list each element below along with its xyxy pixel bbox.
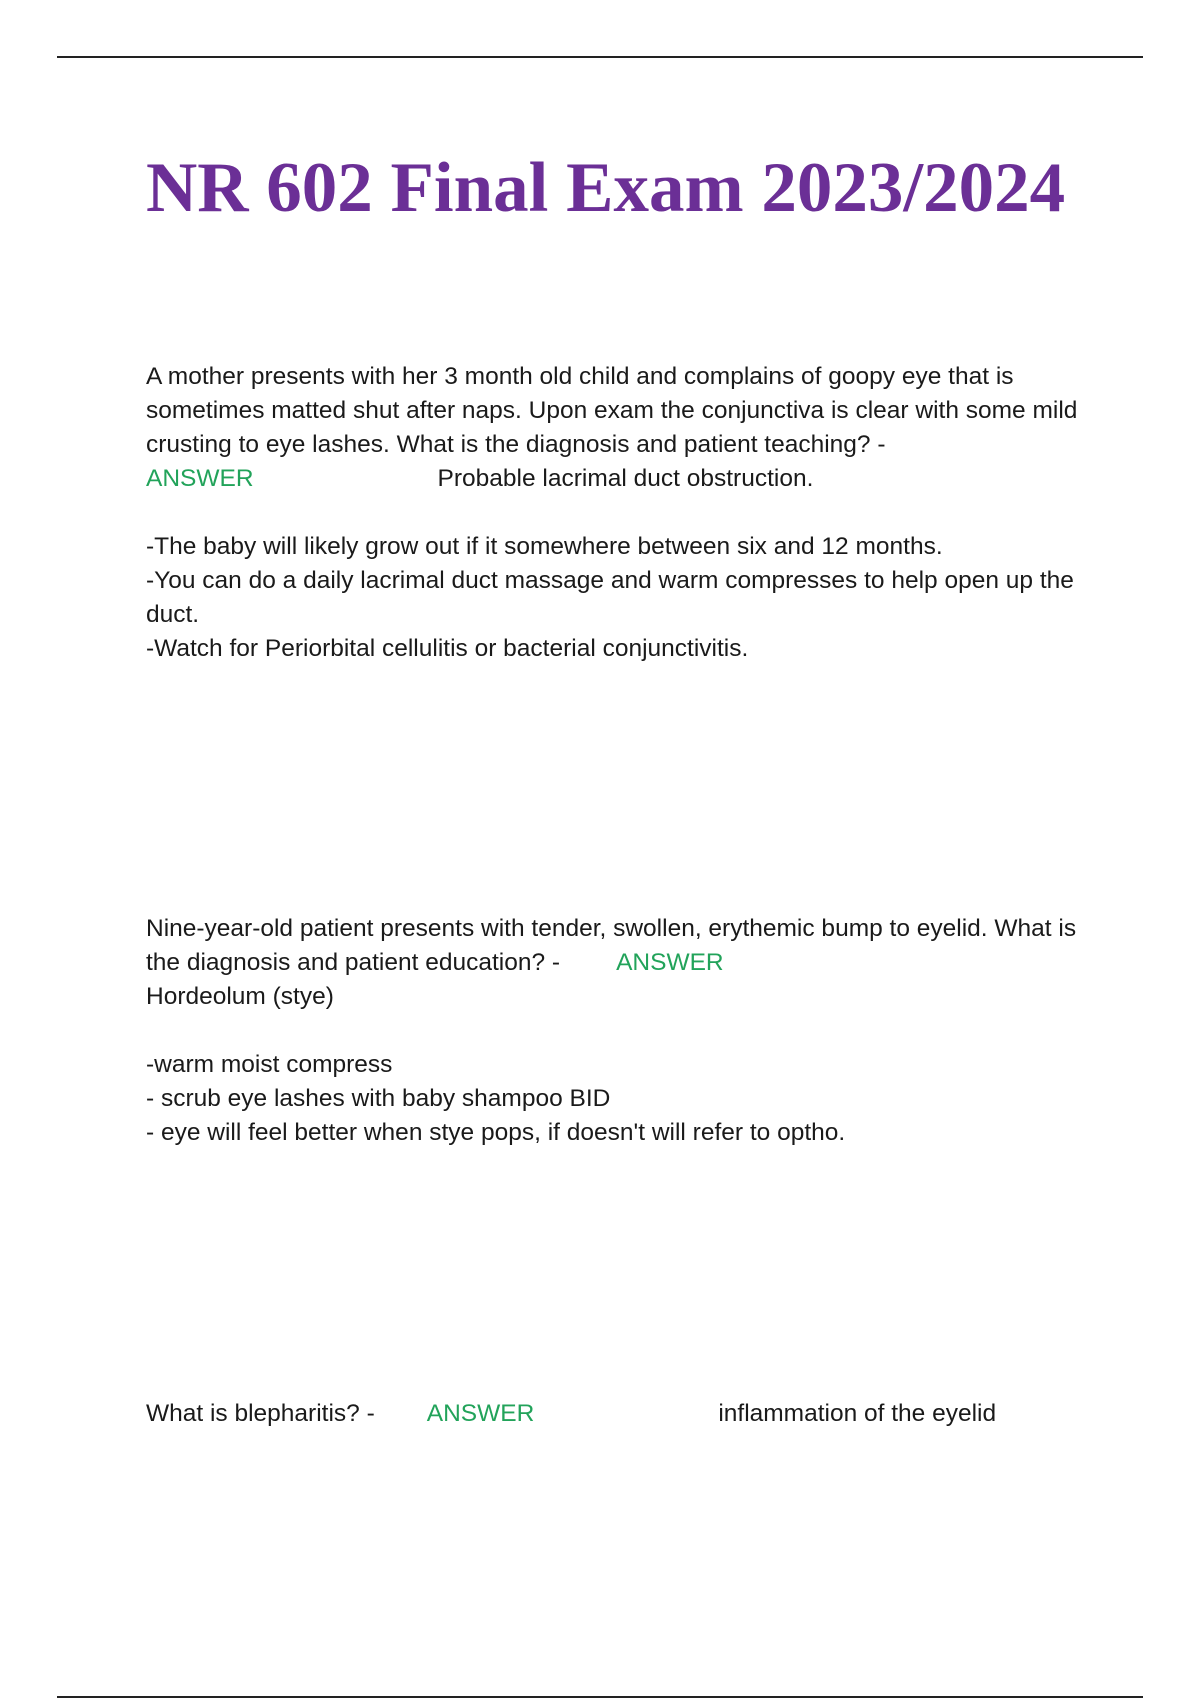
qa-1-body <box>146 360 1106 496</box>
qa-3-question: What is blepharitis? - <box>146 1400 375 1427</box>
page-title: NR 602 Final Exam 2023/2024 <box>146 149 1066 227</box>
qa-2-question: Nine-year-old patient presents with tender, swollen, erythemic bump to eyelid. What is the diagnosis and patient education? - <box>146 915 1077 976</box>
qa-2-note-2: - scrub eye lashes with baby shampoo BID <box>146 1085 611 1112</box>
qa-item-2 <box>146 912 1106 1150</box>
qa-2-answer: Hordeolum (stye) <box>146 983 334 1010</box>
qa-1-answer: Probable lacrimal duct obstruction. <box>437 465 814 492</box>
qa-3-answer: inflammation of the eyelid <box>718 1400 997 1427</box>
qa-1-note-3: -Watch for Periorbital cellulitis or bacterial conjunctivitis. <box>146 635 749 662</box>
qa-2-answer-label: ANSWER <box>616 949 724 976</box>
qa-1-answer-label: ANSWER <box>146 465 254 492</box>
qa-1-question: A mother presents with her 3 month old child and complains of goopy eye that is sometimes matted shut after naps. Upon exam the conjunctiva is clear with some mild crusting to eye lashes. What is the diagnosis and patient teaching? - <box>146 363 1078 458</box>
qa-1-note-1: -The baby will likely grow out if it somewhere between six and 12 months. <box>146 533 943 560</box>
qa-2-note-3: - eye will feel better when stye pops, if doesn't will refer to optho. <box>146 1119 846 1146</box>
qa-3-body <box>146 1397 1106 1431</box>
qa-3-answer-label: ANSWER <box>426 1400 535 1427</box>
qa-item-1 <box>146 360 1106 666</box>
qa-1-note-2: -You can do a daily lacrimal duct massage and warm compresses to help open up the duct. <box>146 567 1074 628</box>
qa-item-3 <box>146 1397 1106 1431</box>
qa-2-body <box>146 912 1106 1014</box>
bottom-rule <box>57 1696 1143 1698</box>
top-rule <box>57 56 1143 58</box>
qa-2-note-1: -warm moist compress <box>146 1051 393 1078</box>
